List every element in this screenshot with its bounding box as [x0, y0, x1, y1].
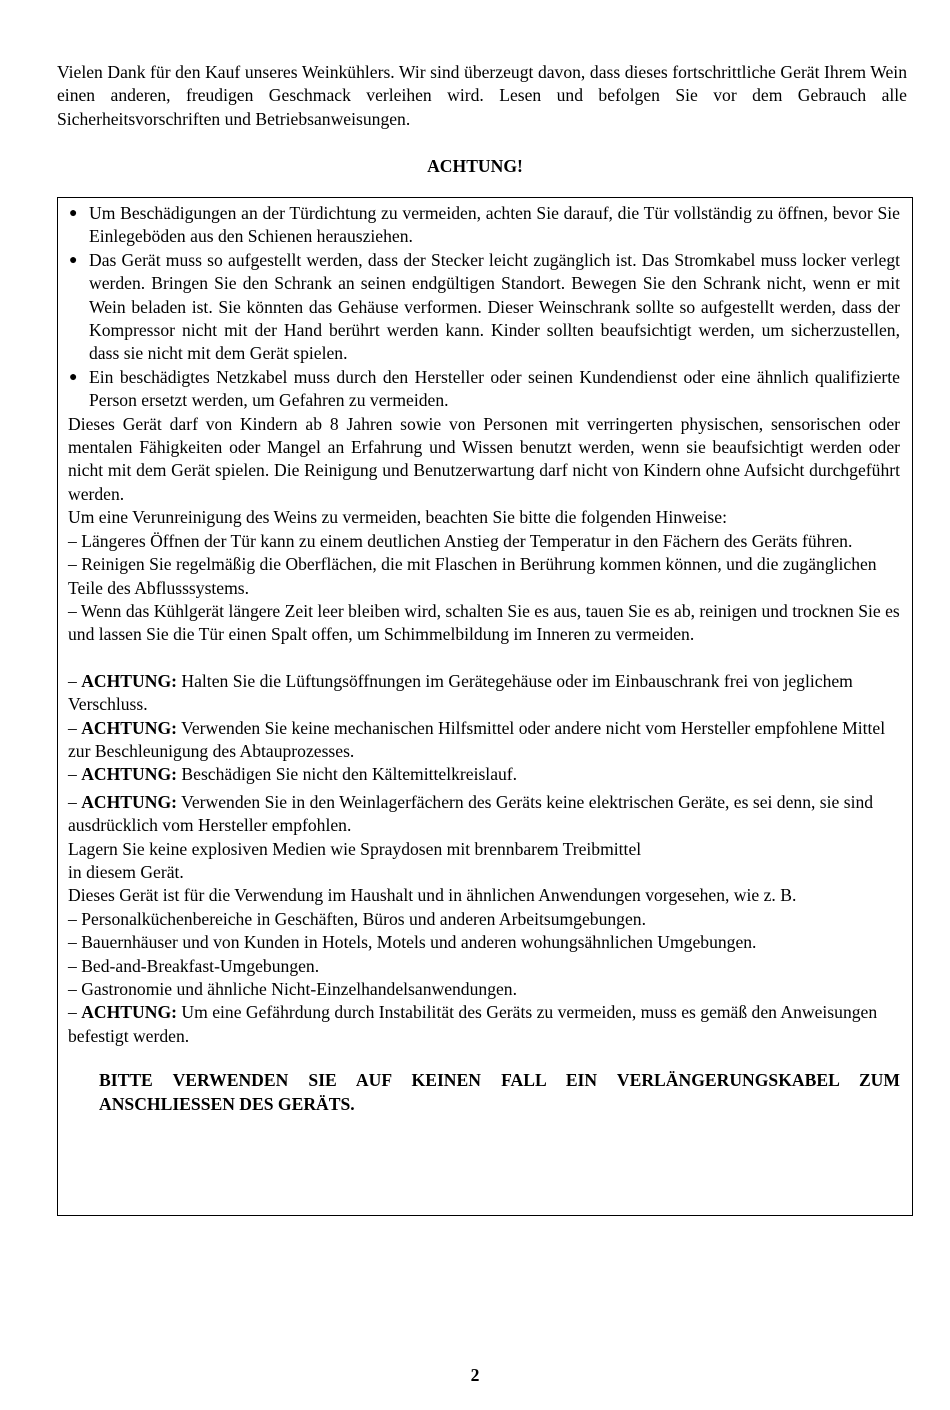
warning-item: – ACHTUNG: Um eine Gefährdung durch Instabilität des Geräts zu vermeiden, muss es gemäß den Anweisungen befestigt werden. — [68, 1002, 878, 1046]
page-number: 2 — [470, 1365, 480, 1385]
list-item: ● Ein beschädigtes Netzkabel muss durch den Hersteller oder seinen Kundendienst oder eine ähnlich qualifizierte Person ersetzt werden, um Gefahren zu vermeiden. — [69, 366, 900, 411]
list-item: ● Um Beschädigungen an der Türdichtung zu vermeiden, achten Sie darauf, die Tür vollständig zu öffnen, bevor Sie Einlegeböden aus den Schienen herausziehen. — [69, 203, 900, 247]
household-item: – Personalküchenbereiche in Geschäften, Büros und anderen Arbeitsumgebungen. — [68, 908, 646, 929]
bullet-icon: ● — [69, 252, 78, 268]
contamination-item: – Längeres Öffnen der Tür kann zu einem deutlichen Anstieg der Temperatur in den Fächern des Geräts führen. — [68, 530, 853, 551]
household-item: – Gastronomie und ähnliche Nicht-Einzelhandelsanwendungen. — [68, 979, 517, 999]
safety-box — [57, 197, 913, 1216]
warning-item: – ACHTUNG: Halten Sie die Lüftungsöffnungen im Gerätegehäuse oder im Einbauschrank frei von jeglichem Verschluss. — [68, 670, 853, 715]
children-paragraph: Dieses Gerät darf von Kindern ab 8 Jahren sowie von Personen mit verringerten physischen, sensorischen oder mentalen Fähigkeiten oder Mangel an Erfahrung und Wissen benutzt werden, wenn sie beaufsichtigt werden oder nicht mit dem Gerät spielen. Die Reinigung und Benutzerwartung darf nicht von Kindern ohne Aufsicht durchgeführt werden. — [68, 413, 900, 504]
achtung-label: ACHTUNG: — [81, 791, 177, 812]
list-item: ● Das Gerät muss so aufgestellt werden, dass der Stecker leicht zugänglich ist. Das Stromkabel muss locker verlegt werden. Bringen Sie den Schrank an seinen endgültigen Standort. Bewegen Sie den Schrank nicht, wenn er mit Wein beladen ist. Sie könnten das Gehäuse verformen. Dieser Weinschrank sollte so aufgestellt werden, dass der Kompressor nicht mit der Hand berührt werden kann. Kinder sollten beaufsichtigt werden, um sicherzustellen, dass sie nicht mit dem Gerät spielen. — [69, 249, 900, 364]
contamination-item: – Wenn das Kühlgerät längere Zeit leer bleiben wird, schalten Sie es aus, tauen Sie es ab, reinigen und trocknen Sie es und lassen Sie die Tür einen Spalt offen, um Schimmelbildung im Inneren zu vermeiden. — [68, 600, 900, 645]
extension-cable-notice: BITTE VERWENDEN SIE AUF KEINEN FALL EIN VERLÄNGERUNGSKABEL ZUM ANSCHLIESSEN DES GERÄTS. — [99, 1070, 900, 1114]
explosive-line: in diesem Gerät. — [68, 861, 184, 882]
warning-item: – ACHTUNG: Verwenden Sie keine mechanischen Hilfsmittel oder andere nicht vom Hersteller empfohlene Mittel zur Beschleunigung des Abtauprozesses. — [68, 717, 886, 761]
achtung-label: ACHTUNG: — [81, 1002, 177, 1023]
household-item: – Bauernhäuser und von Kunden in Hotels, Motels und anderen wohungsähnlichen Umgebungen. — [68, 932, 757, 953]
intro-paragraph: Vielen Dank für den Kauf unseres Weinkühlers. Wir sind überzeugt davon, dass dieses fortschrittliche Gerät Ihrem Wein einen anderen, freudigen Geschmack verleihen wird. Lesen und befolgen Sie vor dem Gebrauch alle Sicherheitsvorschriften und Betriebsanweisungen. — [57, 62, 907, 129]
achtung-label: ACHTUNG: — [81, 717, 177, 738]
household-intro: Dieses Gerät ist für die Verwendung im Haushalt und in ähnlichen Anwendungen vorgesehen, wie z. B. — [68, 885, 797, 906]
bullet-icon: ● — [69, 206, 78, 221]
bullet-icon: ● — [69, 369, 78, 385]
contamination-item: – Reinigen Sie regelmäßig die Oberflächen, die mit Flaschen in Berührung kommen können, und die zugänglichen Teile des Abflusssystems. — [68, 554, 877, 598]
warning-item: – ACHTUNG: Beschädigen Sie nicht den Kältemittelkreislauf. — [68, 764, 518, 785]
contamination-intro: Um eine Verunreinigung des Weins zu vermeiden, beachten Sie bitte die folgenden Hinweise: — [68, 507, 727, 528]
household-item: – Bed-and-Breakfast-Umgebungen. — [68, 955, 320, 976]
achtung-label: ACHTUNG: — [81, 764, 177, 785]
bullet-list — [68, 202, 900, 413]
warning-heading: ACHTUNG! — [427, 156, 523, 176]
explosive-line: Lagern Sie keine explosiven Medien wie Spraydosen mit brennbarem Treibmittel — [68, 838, 642, 859]
warning-item: – ACHTUNG: Verwenden Sie in den Weinlagerfächern des Geräts keine elektrischen Geräte, es sei denn, sie sind ausdrücklich vom Hersteller empfohlen. — [68, 791, 874, 836]
achtung-label: ACHTUNG: — [81, 670, 177, 691]
